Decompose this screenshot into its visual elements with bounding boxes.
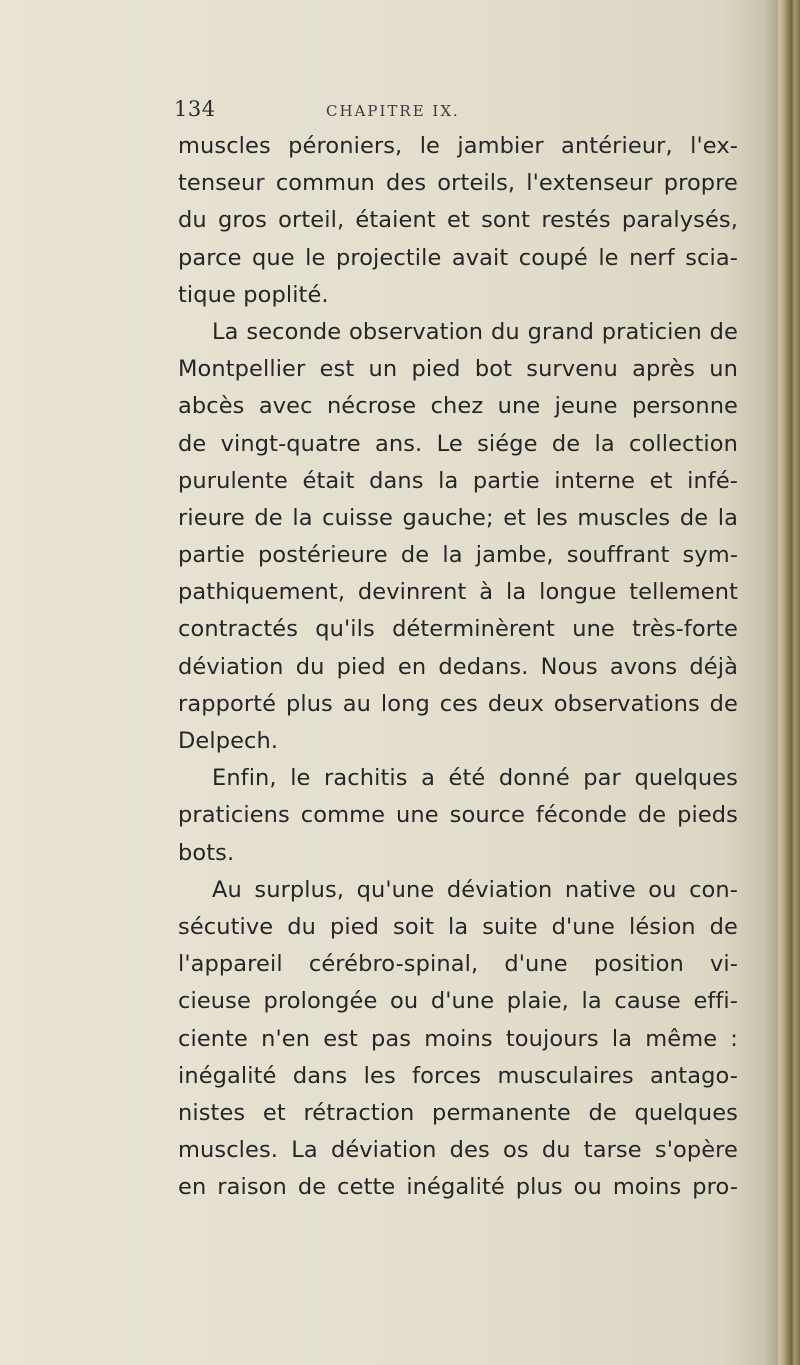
- text-line: Enfin, le rachitis a été donné par quelques: [212, 765, 738, 792]
- text-line: contractés qu'ils déterminèrent une très-forte: [178, 616, 738, 643]
- text-line: bots.: [178, 839, 235, 866]
- text-line: cieuse prolongée ou d'une plaie, la cause effi-: [178, 988, 738, 1015]
- text-line: pathiquement, devinrent à la longue tellement: [178, 579, 738, 606]
- text-line: tenseur commun des orteils, l'extenseur propre: [178, 170, 738, 197]
- text-line: déviation du pied en dedans. Nous avons déjà: [178, 653, 738, 680]
- running-head: [174, 97, 738, 125]
- text-line: sécutive du pied soit la suite d'une lésion de: [178, 913, 738, 940]
- text-line: du gros orteil, étaient et sont restés paralysés,: [178, 207, 738, 234]
- text-line: inégalité dans les forces musculaires antago-: [178, 1062, 738, 1089]
- text-line: tique poplité.: [178, 281, 329, 308]
- binding-shadow: [764, 0, 778, 1365]
- text-line: purulente était dans la partie interne et infé-: [178, 467, 738, 494]
- text-line: rieure de la cuisse gauche; et les muscles de la: [178, 504, 738, 531]
- text-line: Montpellier est un pied bot survenu après un: [178, 356, 738, 383]
- body-text: [178, 128, 738, 1206]
- text-line: Au surplus, qu'une déviation native ou con-: [212, 876, 738, 903]
- text-line: abcès avec nécrose chez une jeune personne: [178, 393, 738, 420]
- text-line: en raison de cette inégalité plus ou moins pro-: [178, 1174, 738, 1201]
- text-line: muscles péroniers, le jambier antérieur, l'ex-: [178, 133, 738, 159]
- page-number: 134: [174, 97, 216, 121]
- text-line: ciente n'en est pas moins toujours la même :: [178, 1025, 738, 1052]
- text-line: nistes et rétraction permanente de quelques: [178, 1099, 738, 1126]
- text-line: Delpech.: [178, 728, 279, 754]
- text-line: La seconde observation du grand praticien de: [212, 318, 738, 345]
- text-line: l'appareil cérébro-spinal, d'une position vi-: [178, 951, 738, 978]
- text-line: partie postérieure de la jambe, souffrant sym-: [178, 542, 738, 569]
- chapter-heading: CHAPITRE IX.: [326, 102, 460, 120]
- text-line: de vingt-quatre ans. Le siége de la collection: [178, 430, 738, 457]
- text-line: muscles. La déviation des os du tarse s'opère: [178, 1137, 738, 1164]
- text-line: praticiens comme une source féconde de pieds: [178, 802, 738, 829]
- page-edge: [778, 0, 800, 1365]
- text-line: rapporté plus au long ces deux observations de: [178, 690, 738, 717]
- text-line: parce que le projectile avait coupé le nerf scia-: [178, 244, 738, 271]
